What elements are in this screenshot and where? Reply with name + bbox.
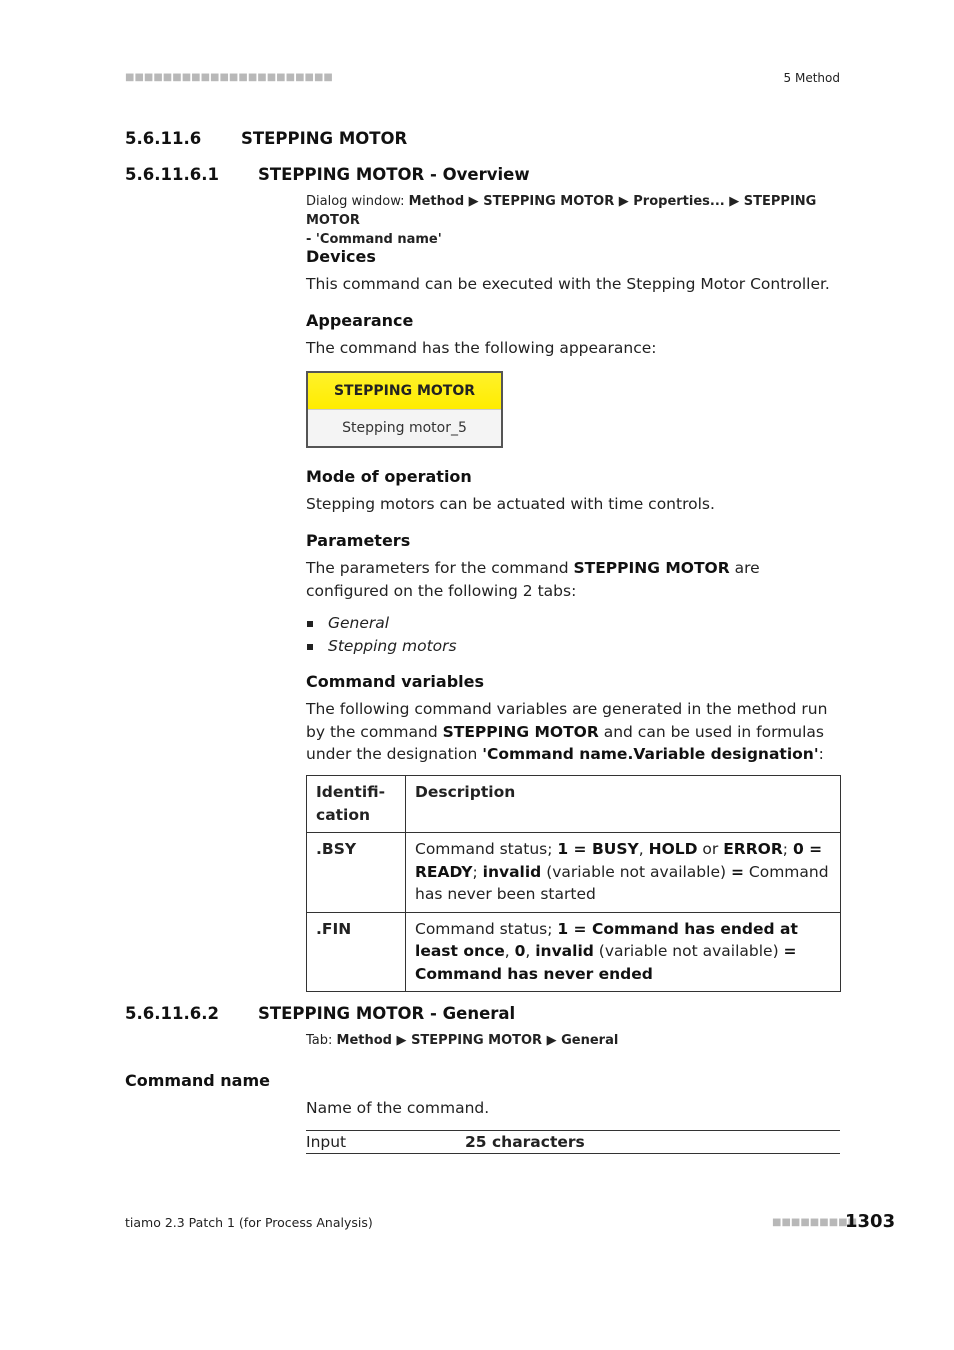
footer-decoration: ■■■■■■■■■ <box>772 1217 858 1228</box>
table-header-row <box>307 776 841 833</box>
breadcrumb-prefix: Dialog window: <box>306 194 409 209</box>
text-run: are configured on the following 2 tabs: <box>306 559 760 600</box>
text-run-bold: 'Command name.Variable designation' <box>482 745 819 763</box>
text-run: The following command variables are generated in the method run by the command <box>306 700 828 741</box>
subsection-title: STEPPING MOTOR - General <box>258 1004 516 1023</box>
text-run: : <box>818 745 824 763</box>
bullet-icon <box>307 644 313 650</box>
list-item <box>306 635 840 658</box>
header-decoration: ■■■■■■■■■■■■■■■■■■■■■■ <box>125 72 333 83</box>
header-label: Description <box>415 783 516 801</box>
subsection-heading <box>125 165 530 184</box>
command-appearance-box <box>306 371 503 448</box>
breadcrumb-item: STEPPING MOTOR <box>411 1033 543 1048</box>
section-number: 5.6.11.6 <box>125 129 202 148</box>
subsection-heading <box>125 1004 515 1023</box>
text-run: The parameters for the command <box>306 559 574 577</box>
text-run-bold: 0 <box>514 942 526 960</box>
appearance-heading: Appearance <box>306 311 414 330</box>
text-run: ; <box>782 840 793 858</box>
text-run: , <box>525 942 536 960</box>
text-run: or <box>697 840 724 858</box>
breadcrumb-prefix: Tab: <box>306 1033 337 1048</box>
bullet-icon <box>307 621 313 627</box>
page-number: 1303 <box>845 1211 896 1232</box>
breadcrumb-item: STEPPING MOTOR <box>306 194 817 228</box>
command-variables-text <box>306 698 840 766</box>
devices-text: This command can be executed with the Stepping Motor Controller. <box>306 275 830 293</box>
breadcrumb-item: Properties... <box>633 194 725 209</box>
mode-heading: Mode of operation <box>306 467 472 486</box>
breadcrumb-item: - 'Command name' <box>306 232 442 247</box>
text-run: , <box>638 840 649 858</box>
breadcrumb-separator: ▶ <box>464 194 484 209</box>
text-run-bold: 0 = READY <box>415 840 823 881</box>
table-row <box>307 912 841 992</box>
table-cell-description <box>406 912 841 992</box>
breadcrumb-separator: ▶ <box>724 194 744 209</box>
text-run: , <box>504 942 515 960</box>
input-spec-row <box>306 1130 840 1154</box>
list-item <box>306 612 840 635</box>
command-variables-heading: Command variables <box>306 672 484 691</box>
subsection-title: STEPPING MOTOR - Overview <box>258 165 530 184</box>
text-run-bold: STEPPING MOTOR <box>442 722 599 741</box>
command-name-text: Name of the command. <box>306 1099 490 1117</box>
list-item-label: General <box>328 614 390 632</box>
table-header-cell <box>406 776 841 833</box>
text-run: Command has never been started <box>415 862 829 903</box>
breadcrumb-item: General <box>561 1033 619 1048</box>
subsection-number: 5.6.11.6.1 <box>125 165 219 184</box>
text-run: (variable not available) <box>593 942 784 960</box>
table-header-cell <box>307 776 406 833</box>
dialog-breadcrumb <box>306 192 840 249</box>
breadcrumb-item: STEPPING MOTOR <box>483 194 615 209</box>
parameters-text <box>306 557 840 602</box>
text-run: Command status; <box>415 840 558 858</box>
text-run: ; <box>472 862 483 881</box>
text-run-bold: 1 = Command has ended at least once <box>415 919 798 960</box>
header-chapter: 5 Method <box>783 71 840 85</box>
text-run-bold: invalid <box>482 862 542 881</box>
section-heading <box>125 129 407 148</box>
text-run-bold: STEPPING MOTOR <box>573 559 730 577</box>
table-cell-description <box>406 833 841 913</box>
command-box-name: Stepping motor_5 <box>308 410 501 446</box>
parameters-heading: Parameters <box>306 531 411 550</box>
devices-heading: Devices <box>306 247 376 266</box>
breadcrumb-separator: ▶ <box>614 194 634 209</box>
header-label: Identifi-cation <box>316 783 386 824</box>
text-run-bold: invalid <box>535 942 594 960</box>
table-cell-id: .FIN <box>307 912 406 992</box>
tab-breadcrumb <box>306 1031 840 1050</box>
table-cell-id: .BSY <box>307 833 406 913</box>
text-run-bold: = Command has never ended <box>415 942 797 983</box>
list-item-label: Stepping motors <box>328 636 457 655</box>
variables-table <box>306 775 841 992</box>
command-name-heading: Command name <box>125 1071 270 1090</box>
breadcrumb-item: Method <box>336 1033 392 1048</box>
text-run-bold: = <box>730 862 744 881</box>
subsection-number: 5.6.11.6.2 <box>125 1004 219 1023</box>
tabs-list <box>306 612 840 657</box>
breadcrumb-separator: ▶ <box>542 1033 562 1048</box>
command-box-title: STEPPING MOTOR <box>308 373 501 410</box>
mode-text: Stepping motors can be actuated with time controls. <box>306 495 715 513</box>
text-run-bold: 1 = BUSY <box>557 840 639 858</box>
breadcrumb-item: Method <box>408 194 465 209</box>
text-run-bold: ERROR <box>723 840 783 858</box>
input-spec-label: Input <box>306 1133 347 1151</box>
text-run: and can be used in formulas under the designation <box>306 722 824 763</box>
table-row <box>307 833 841 913</box>
text-run-bold: HOLD <box>648 840 698 858</box>
input-spec-value: 25 characters <box>465 1133 585 1151</box>
text-run: (variable not available) <box>541 862 731 881</box>
breadcrumb-separator: ▶ <box>392 1033 412 1048</box>
section-title: STEPPING MOTOR <box>241 129 408 148</box>
appearance-text: The command has the following appearance: <box>306 339 657 357</box>
footer-product: tiamo 2.3 Patch 1 (for Process Analysis) <box>125 1215 373 1230</box>
text-run: Command status; <box>415 919 558 938</box>
